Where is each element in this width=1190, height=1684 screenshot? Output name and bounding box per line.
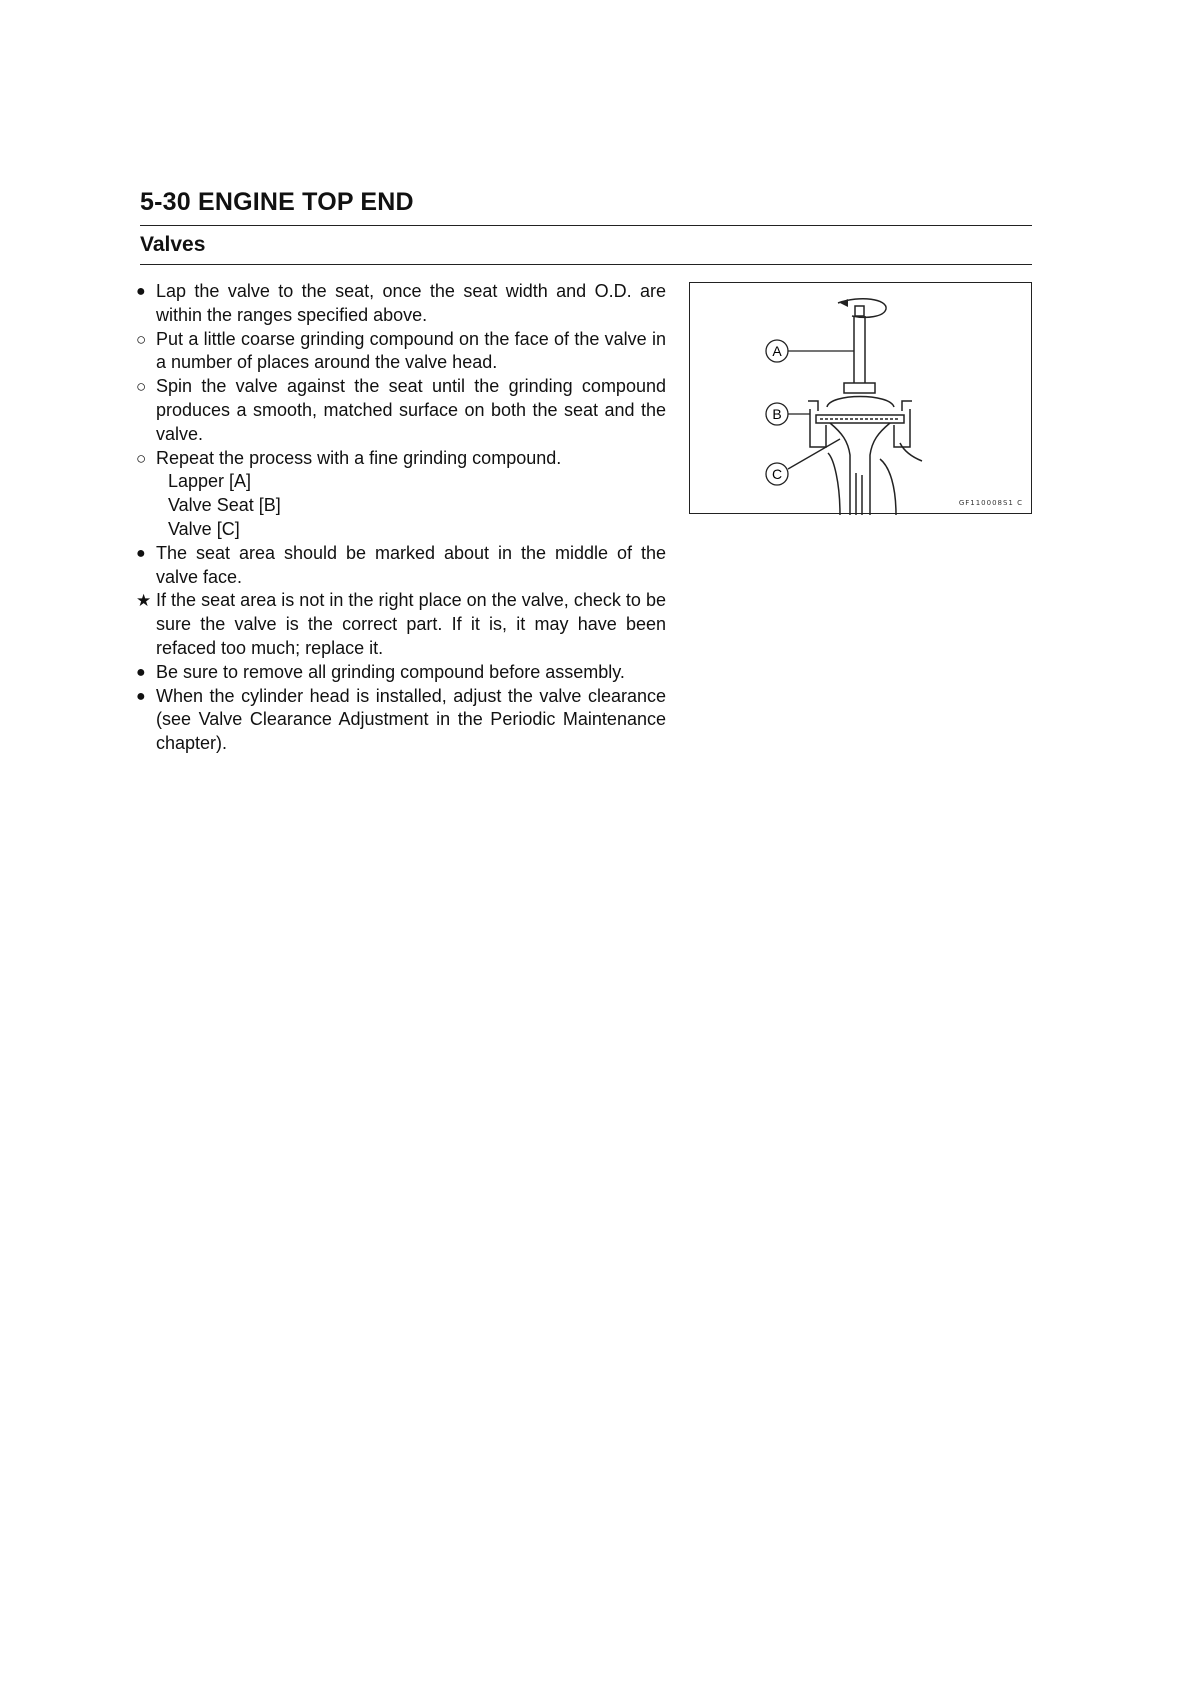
valve-lapping-illustration bbox=[690, 283, 1033, 515]
sub-step-marker: ○ bbox=[136, 377, 147, 397]
svg-text:C: C bbox=[771, 466, 783, 482]
section-title: Valves bbox=[140, 233, 206, 256]
page-header bbox=[140, 188, 1032, 256]
sub-step-text: Repeat the process with a fine grinding compound. bbox=[156, 447, 562, 468]
bullet-item bbox=[136, 685, 666, 756]
figure-code: GF110008S1 C bbox=[958, 499, 1023, 507]
sub-step-item bbox=[136, 328, 666, 376]
sub-step-marker: ○ bbox=[136, 329, 147, 349]
callout-b bbox=[766, 403, 810, 425]
bullet-item bbox=[136, 661, 666, 685]
valve bbox=[828, 423, 922, 515]
header-rule bbox=[140, 225, 1032, 226]
section-rule bbox=[140, 264, 1032, 265]
bullet-text: Be sure to remove all grinding compound before assembly. bbox=[156, 661, 625, 682]
valve-seat bbox=[808, 401, 912, 447]
bullet-marker: ● bbox=[136, 687, 146, 705]
legend-item-lapper: Lapper [A] bbox=[168, 471, 252, 492]
procedure-text bbox=[136, 280, 666, 756]
bullet-marker: ● bbox=[136, 283, 146, 300]
bullet-marker: ● bbox=[136, 663, 146, 681]
sub-step-marker: ○ bbox=[136, 448, 147, 468]
bullet-marker: ● bbox=[136, 544, 146, 562]
page-title: 5-30 ENGINE TOP END bbox=[140, 188, 414, 216]
bullet-item bbox=[136, 280, 666, 328]
valve-lapping-figure bbox=[689, 282, 1032, 514]
caution-text: If the seat area is not in the right place on the valve, check to be sure the valve is the correct part. If it is, it may have been refaced too much; replace it. bbox=[156, 590, 666, 658]
rotation-arrow-icon bbox=[838, 299, 886, 318]
sub-step-item bbox=[136, 375, 666, 446]
callout-c bbox=[766, 439, 840, 485]
legend-item-valve-seat: Valve Seat [B] bbox=[168, 495, 281, 516]
bullet-item bbox=[136, 542, 666, 590]
svg-text:B: B bbox=[772, 406, 782, 422]
bullet-text: The seat area should be marked about in the middle of the valve face. bbox=[156, 542, 666, 587]
sub-step-item bbox=[136, 447, 666, 471]
bullet-text: Lap the valve to the seat, once the seat width and O.D. are within the ranges specified above. bbox=[156, 281, 666, 325]
figure-legend bbox=[136, 470, 666, 541]
caution-item bbox=[136, 589, 666, 660]
legend-item-valve: Valve [C] bbox=[168, 518, 240, 539]
svg-text:A: A bbox=[772, 343, 782, 359]
callout-a bbox=[766, 340, 854, 362]
sub-step-text: Put a little coarse grinding compound on the face of the valve in a number of places around the valve head. bbox=[156, 328, 666, 373]
lapper-tool bbox=[827, 306, 894, 407]
sub-step-text: Spin the valve against the seat until the grinding compound produces a smooth, matched surface on both the seat and the valve. bbox=[156, 376, 666, 444]
bullet-text: When the cylinder head is installed, adjust the valve clearance (see Valve Clearance Adjustment in the Periodic Maintenance chapter). bbox=[156, 685, 666, 754]
star-marker: ★ bbox=[136, 591, 152, 611]
